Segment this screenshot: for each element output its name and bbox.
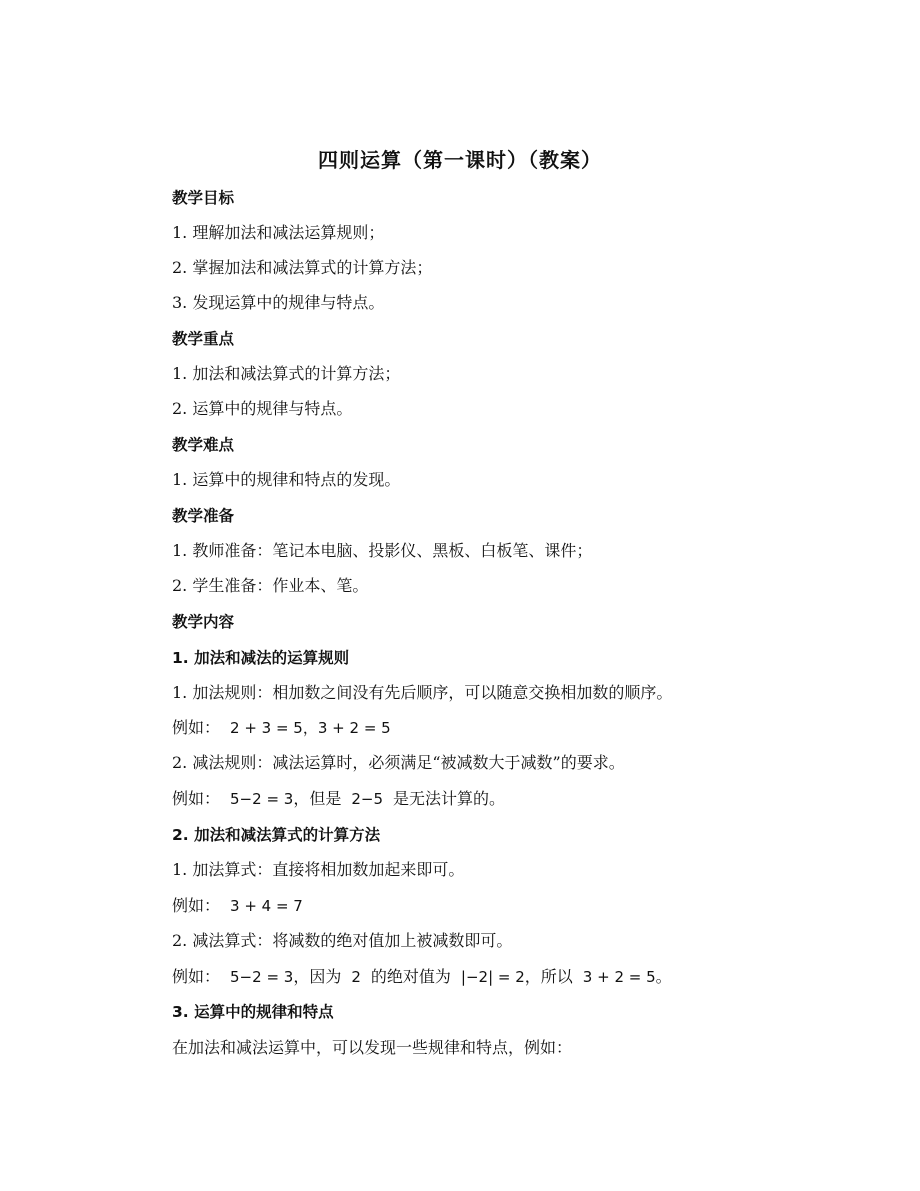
- difficulties-heading: 教学难点: [172, 436, 235, 454]
- key-points-heading: 教学重点: [172, 330, 235, 348]
- addition-formula-rule: 1. 加法算式：直接将相加数加起来即可。: [172, 860, 465, 879]
- objective-item: 3. 发现运算中的规律与特点。: [172, 293, 385, 312]
- addition-formula-example: [172, 895, 303, 917]
- preparation-heading: 教学准备: [172, 507, 235, 525]
- addition-example: [172, 717, 391, 739]
- difficulty-item: 1. 运算中的规律和特点的发现。: [172, 470, 401, 489]
- example-label: 例如：: [172, 718, 221, 737]
- key-point-item: 1. 加法和减法算式的计算方法；: [172, 364, 401, 383]
- section3-heading: 3. 运算中的规律和特点: [172, 1003, 334, 1021]
- example-label: 例如：: [172, 896, 221, 915]
- example-text: 。: [655, 967, 672, 986]
- objective-item: 1. 理解加法和减法运算规则；: [172, 223, 385, 242]
- section1-heading: 1. 加法和减法的运算规则: [172, 649, 350, 667]
- addition-rule: 1. 加法规则：相加数之间没有先后顺序，可以随意交换相加数的顺序。: [172, 683, 673, 702]
- subtraction-rule: 2. 减法规则：减法运算时，必须满足“被减数大于减数”的要求。: [172, 753, 625, 772]
- example-math: 2 + 3 = 5，3 + 2 = 5: [230, 719, 391, 737]
- key-point-item: 2. 运算中的规律与特点。: [172, 399, 353, 418]
- example-label: 例如：: [172, 967, 221, 986]
- example-math: 5−2 = 3: [230, 790, 294, 808]
- example-math: 2−5: [351, 790, 383, 808]
- example-text: ，因为: [293, 967, 342, 986]
- example-math: |−2| = 2: [460, 968, 525, 986]
- preparation-item: 2. 学生准备：作业本、笔。: [172, 576, 369, 595]
- objectives-heading: 教学目标: [172, 189, 235, 207]
- content-heading: 教学内容: [172, 613, 235, 631]
- preparation-item: 1. 教师准备：笔记本电脑、投影仪、黑板、白板笔、课件；: [172, 541, 593, 560]
- example-math: 3 + 2 = 5: [582, 968, 656, 986]
- example-text: 是无法计算的。: [393, 789, 506, 808]
- example-text: ，但是: [293, 789, 342, 808]
- subtraction-example: [172, 788, 505, 810]
- example-math: 3 + 4 = 7: [230, 897, 303, 915]
- example-math: 5−2 = 3: [230, 968, 294, 986]
- document-title: 四则运算（第一课时）（教案）: [318, 148, 602, 172]
- section2-heading: 2. 加法和减法算式的计算方法: [172, 826, 381, 844]
- example-text: 的绝对值为: [370, 967, 451, 986]
- example-label: 例如：: [172, 789, 221, 808]
- subtraction-formula-rule: 2. 减法算式：将减数的绝对值加上被减数即可。: [172, 931, 513, 950]
- example-math: 2: [351, 968, 361, 986]
- example-text: ，所以: [524, 967, 573, 986]
- subtraction-formula-example: [172, 966, 672, 988]
- section3-intro: 在加法和减法运算中，可以发现一些规律和特点，例如：: [172, 1038, 573, 1057]
- objective-item: 2. 掌握加法和减法算式的计算方法；: [172, 258, 433, 277]
